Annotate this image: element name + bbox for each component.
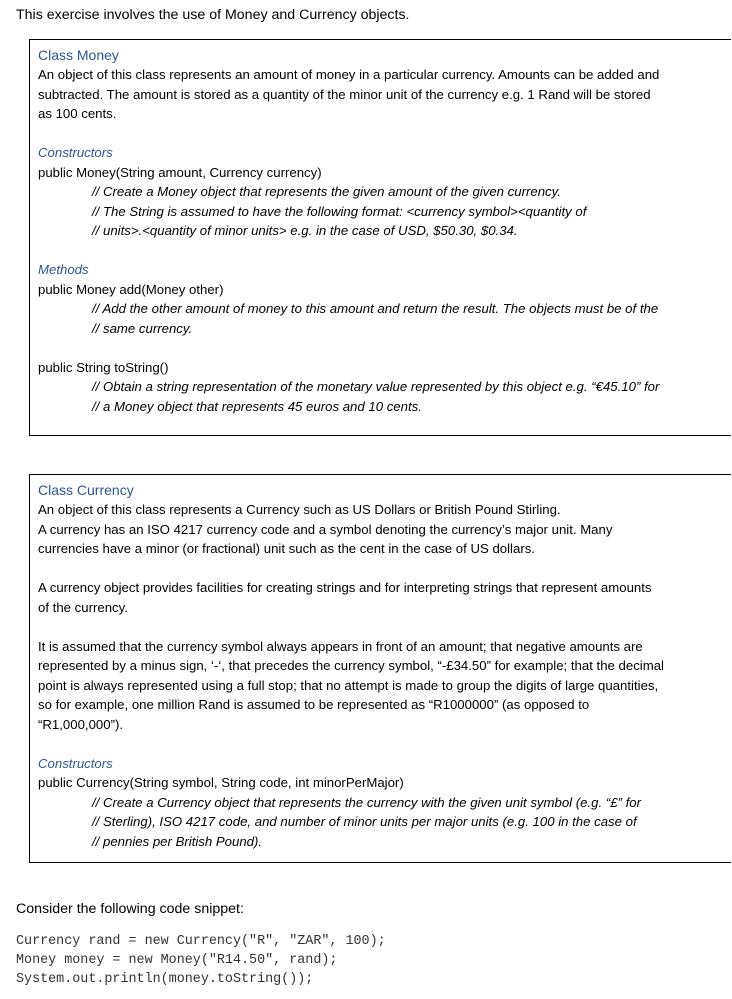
text-line: An object of this class represents an amount of money in a particular currency. Amounts can be added and — [38, 67, 660, 82]
currency-description-2 — [38, 578, 731, 617]
code-line: Currency rand = new Currency("R", "ZAR", 100); — [16, 934, 386, 949]
comment-line: // same currency. — [92, 320, 193, 336]
money-class-box — [29, 39, 731, 436]
add-method-signature: public Money add(Money other) — [38, 281, 224, 297]
comment-line: // pennies per British Pound). — [92, 833, 263, 849]
code-line: System.out.println(money.toString()); — [16, 972, 314, 987]
comment-line: // Create a Currency object that represents the currency with the given unit symbol (e.g. “£” for — [92, 794, 641, 810]
money-class-title: Class Money — [38, 47, 119, 63]
comment-line: // Add the other amount of money to this amount and return the result. The objects must be of the — [92, 301, 659, 316]
money-constructor-signature: public Money(String amount, Currency currency) — [38, 164, 322, 180]
comment-line: // Sterling), ISO 4217 code, and number of minor units per major units (e.g. 100 in the case of — [92, 814, 637, 829]
money-constructors-heading: Constructors — [38, 145, 113, 160]
comment-line: // Obtain a string representation of the monetary value represented by this object e.g. “€45.10” for — [92, 379, 660, 394]
text-line: subtracted. The amount is stored as a quantity of the minor unit of the currency e.g. 1 Rand will be stored — [38, 86, 651, 102]
text-line: A currency object provides facilities for creating strings and for interpreting strings that represent amounts — [38, 580, 652, 595]
text-line: It is assumed that the currency symbol always appears in front of an amount; that negative amounts are — [38, 638, 643, 654]
currency-description-3 — [38, 637, 731, 735]
currency-description-1 — [38, 500, 731, 559]
consider-text: Consider the following code snippet: — [16, 901, 244, 917]
text-line: “R1,000,000”). — [38, 716, 124, 732]
currency-class-title: Class Currency — [38, 482, 134, 498]
tostring-method-comment — [38, 377, 731, 416]
text-line: represented by a minus sign, ‘-‘, that precedes the currency symbol, “-£34.50” for example; that the decimal — [38, 658, 664, 673]
text-line: currencies have a minor (or fractional) unit such as the cent in the case of US dollars. — [38, 541, 535, 556]
currency-class-box — [29, 474, 731, 863]
add-method-comment — [38, 299, 731, 338]
text-line: of the currency. — [38, 599, 128, 615]
text-line: as 100 cents. — [38, 106, 117, 121]
money-methods-heading: Methods — [38, 262, 89, 277]
comment-line: // a Money object that represents 45 euros and 10 cents. — [92, 398, 422, 414]
text-line: so for example, one million Rand is assumed to be represented as “R1000000” (as opposed to — [38, 697, 590, 712]
currency-constructors-heading: Constructors — [38, 755, 113, 771]
currency-constructor-signature: public Currency(String symbol, String code, int minorPerMajor) — [38, 775, 404, 790]
comment-line: // The String is assumed to have the following format: <currency symbol><quantity of — [92, 203, 587, 219]
tostring-method-signature: public String toString() — [38, 359, 169, 375]
text-line: point is always represented using a full stop; that no attempt is made to group the digits of large quantities, — [38, 677, 659, 693]
intro-text: This exercise involves the use of Money and Currency objects. — [16, 7, 410, 23]
money-class-description — [38, 65, 731, 124]
code-line: Money money = new Money("R14.50", rand); — [16, 953, 338, 968]
comment-line: // units>.<quantity of minor units> e.g. in the case of USD, $50.30, $0.34. — [92, 223, 518, 238]
currency-constructor-comment — [38, 793, 731, 852]
text-line: A currency has an ISO 4217 currency code and a symbol denoting the currency’s major unit. Many — [38, 521, 613, 537]
comment-line: // Create a Money object that represents the given amount of the given currency. — [92, 184, 561, 199]
money-constructor-comment — [38, 182, 731, 241]
code-snippet — [16, 932, 386, 989]
text-line: An object of this class represents a Currency such as US Dollars or British Pound Stirling. — [38, 502, 561, 517]
